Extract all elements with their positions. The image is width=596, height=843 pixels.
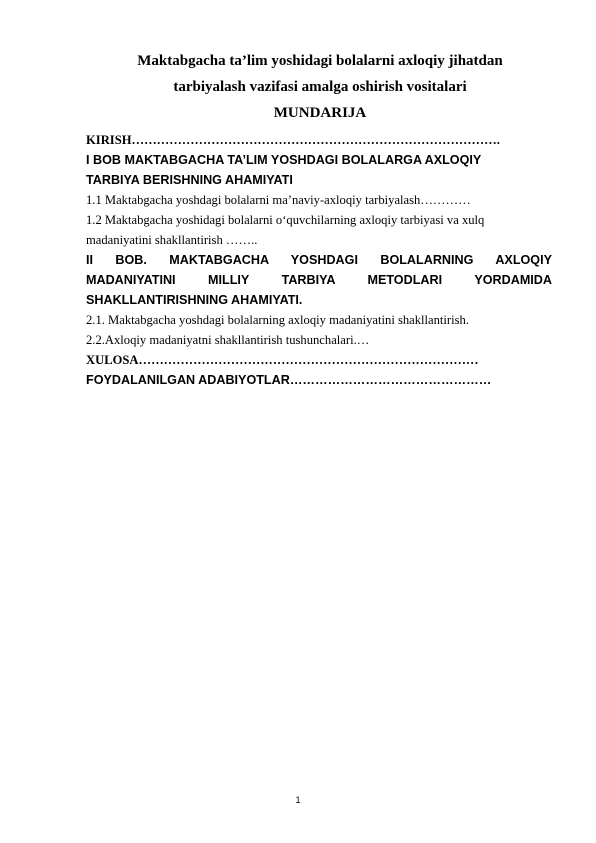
document-title-line1: Maktabgacha ta’lim yoshidagi bolalarni axloqiy jihatdan xyxy=(137,53,503,69)
contents-heading: MUNDARIJA xyxy=(273,105,367,121)
toc-entry-section-1-1: 1.1 Maktabgacha yoshdagi bolalarni ma’naviy-axloqiy tarbiyalash………… xyxy=(86,193,471,207)
toc-entry-section-1-2-line2: madaniyatini shakllantirish …….. xyxy=(86,233,258,247)
table-of-contents xyxy=(86,130,552,390)
toc-entry-intro: KIRISH……………………………………………………………………………. xyxy=(86,133,500,147)
toc-entry-chapter2-line3: SHAKLLANTIRISHNING AHAMIYATI. xyxy=(86,293,303,307)
toc-entry-chapter2-line1: II BOB. MAKTABGACHA YOSHDAGI BOLALARNING AXLOQIY xyxy=(86,253,552,267)
toc-entry-section-2-2: 2.2.Axloqiy madaniyatni shakllantirish tushunchalari.… xyxy=(86,333,370,347)
toc-entry-conclusion: XULOSA……………………………………………………………………… xyxy=(86,353,479,367)
page-number: 1 xyxy=(295,795,301,805)
toc-entry-references: FOYDALANILGAN ADABIYOTLAR………………………………………… xyxy=(86,373,492,387)
toc-entry-chapter1-line1: I BOB MAKTABGACHA TA’LIM YOSHDAGI BOLALARGA AXLOQIY xyxy=(86,153,482,167)
document-title-line2: tarbiyalash vazifasi amalga oshirish vositalari xyxy=(173,79,467,95)
toc-entry-chapter1-line2: TARBIYA BERISHNING AHAMIYATI xyxy=(86,173,293,187)
toc-entry-chapter2-line2: MADANIYATINI MILLIY TARBIYA METODLARI YORDAMIDA xyxy=(86,273,552,287)
toc-entry-section-2-1: 2.1. Maktabgacha yoshdagi bolalarning axloqiy madaniyatini shakllantirish. xyxy=(86,313,469,327)
toc-entry-section-1-2-line1: 1.2 Maktabgacha yoshidagi bolalarni o‘quvchilarning axloqiy tarbiyasi va xulq xyxy=(86,213,485,227)
